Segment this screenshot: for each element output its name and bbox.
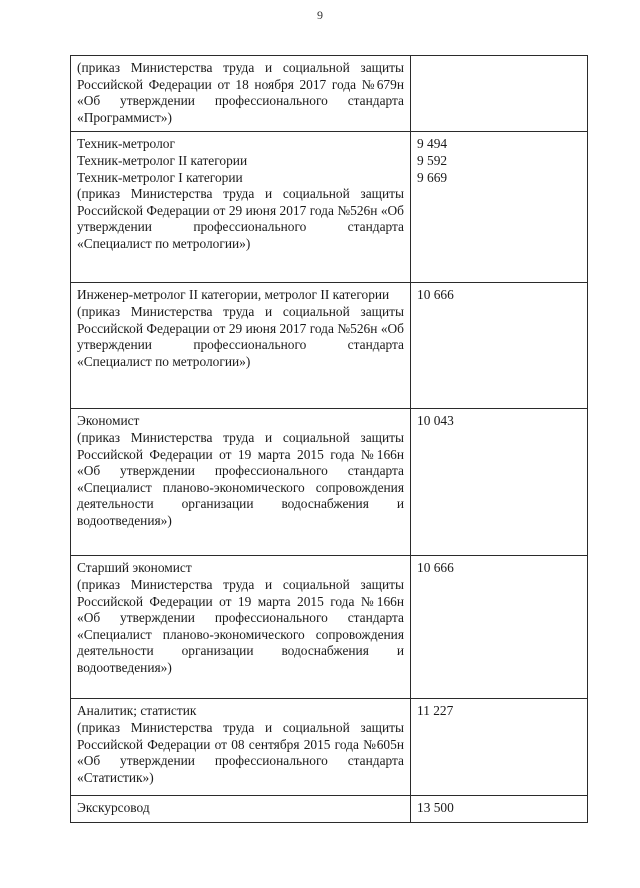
- position-title: Экономист: [77, 413, 140, 429]
- salary-value: 13 500: [417, 800, 454, 816]
- salary-cell: [411, 699, 588, 796]
- order-reference: (приказ Министерства труда и социальной защиты Российской Федерации от 29 июня 2017 года №526н «Об утверждении профессионального стандарта «Специалист по метрологии»): [77, 303, 404, 369]
- salary-value: 11 227: [417, 703, 454, 719]
- position-cell: [71, 56, 411, 132]
- position-title: Старший экономист: [77, 560, 192, 576]
- order-reference: (приказ Министерства труда и социальной защиты Российской Федерации от 29 июня 2017 года №526н «Об утверждении профессионального стандарта «Специалист по метрологии»): [77, 186, 404, 251]
- position-title: Аналитик; статистик: [77, 703, 197, 719]
- page-number: 9: [317, 8, 323, 22]
- salary-value: 10 043: [417, 413, 454, 429]
- table-row: [71, 796, 588, 823]
- order-reference: (приказ Министерства труда и социальной защиты Российской Федерации от 08 сентября 2015 года №605н «Об утверждении профессионального стандарта «Статистик»): [77, 719, 404, 785]
- position-cell: [71, 699, 411, 796]
- position-title: Техник-метролог I категории: [77, 169, 243, 185]
- position-cell: [71, 409, 411, 556]
- salary-cell: [411, 132, 588, 283]
- order-reference: (приказ Министерства труда и социальной защиты Российской Федерации от 19 марта 2015 года №166н «Об утверждении профессионального стандарта «Специалист планово-экономического сопровождения деятельности организации водоснабжения и водоотведения»): [77, 576, 404, 675]
- table-row: [71, 132, 588, 283]
- order-reference: (приказ Министерства труда и социальной защиты Российской Федерации от 18 ноября 2017 года №679н «Об утверждении профессионального стандарта «Программист»): [77, 60, 404, 125]
- position-cell: [71, 796, 411, 823]
- position-title: Инженер-метролог II категории, метролог II категории: [77, 287, 390, 303]
- position-cell: [71, 132, 411, 283]
- salary-value: 9 494: [417, 136, 448, 152]
- salary-cell: [411, 283, 588, 409]
- position-title: Экскурсовод: [77, 800, 150, 816]
- table-row: [71, 56, 588, 132]
- table-row: [71, 283, 588, 409]
- salary-cell: [411, 56, 588, 132]
- order-reference: (приказ Министерства труда и социальной защиты Российской Федерации от 19 марта 2015 года №166н «Об утверждении профессионального стандарта «Специалист планово-экономического сопровождения деятельности организации водоснабжения и водоотведения»): [77, 429, 404, 528]
- salary-cell: [411, 556, 588, 699]
- salary-table: [70, 55, 588, 823]
- position-cell: [71, 556, 411, 699]
- position-title: Техник-метролог II категории: [77, 152, 248, 168]
- position-title: Техник-метролог: [77, 136, 175, 152]
- salary-value: 10 666: [417, 287, 454, 303]
- salary-cell: [411, 796, 588, 823]
- salary-value: 9 669: [417, 169, 448, 185]
- table-row: [71, 699, 588, 796]
- salary-value: 10 666: [417, 560, 454, 576]
- salary-value: 9 592: [417, 152, 448, 168]
- salary-cell: [411, 409, 588, 556]
- position-cell: [71, 283, 411, 409]
- table-row: [71, 556, 588, 699]
- table-row: [71, 409, 588, 556]
